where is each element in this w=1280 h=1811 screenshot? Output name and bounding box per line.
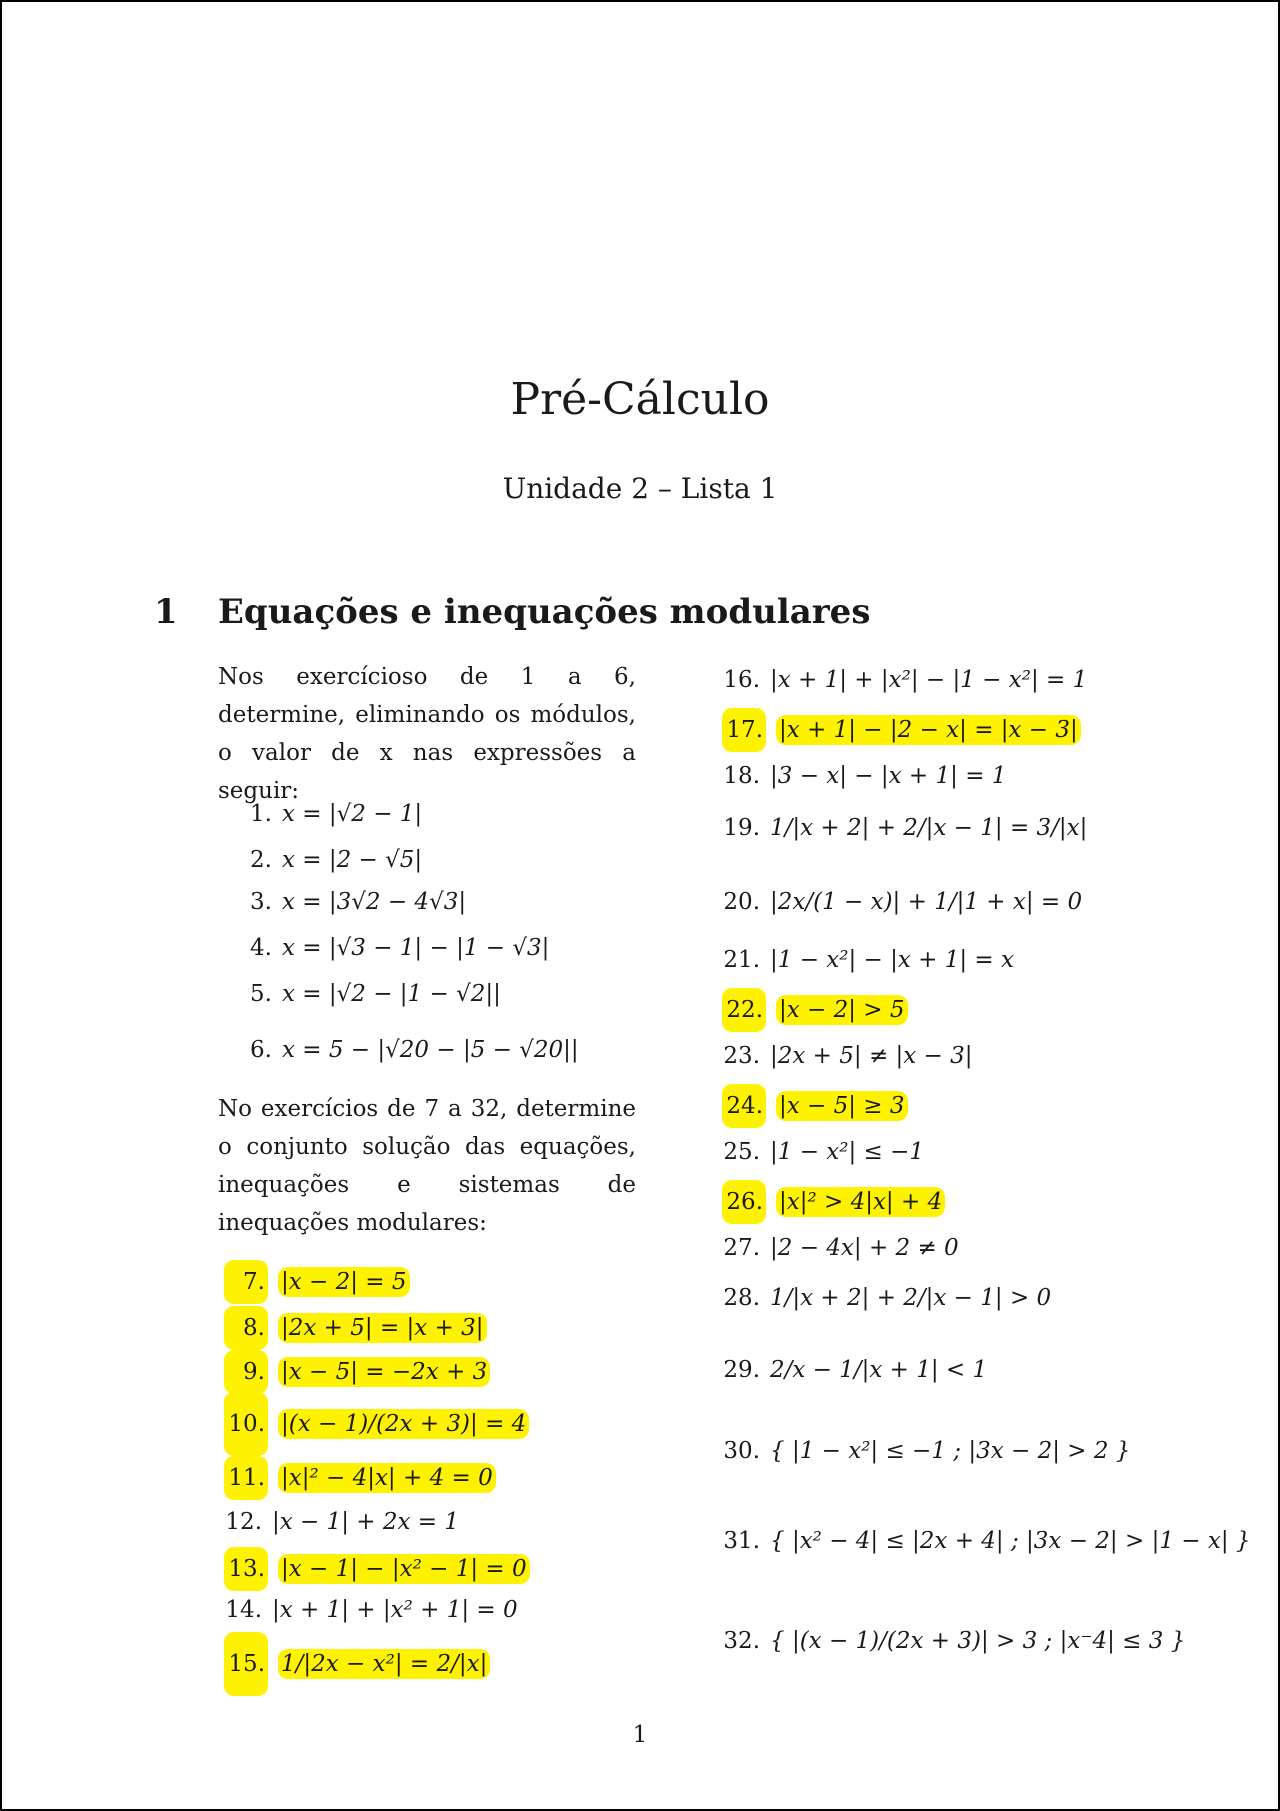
exercise-expression: |(x − 1)/(2x + 3)| = 4 xyxy=(278,1409,529,1439)
exercise-item xyxy=(722,1596,1185,1686)
exercise-number: 27. xyxy=(723,1235,760,1261)
exercise-expression: |x − 5| ≥ 3 xyxy=(776,1091,908,1121)
exercise-item xyxy=(224,1350,490,1390)
exercise-item xyxy=(722,1132,924,1172)
exercise-expression: |x − 2| = 5 xyxy=(278,1267,410,1297)
exercise-number: 9. xyxy=(224,1350,268,1394)
exercise-item xyxy=(224,1502,459,1542)
exercise-number: 3. xyxy=(250,889,272,915)
section-number: 1 xyxy=(154,592,178,632)
exercise-number: 11. xyxy=(224,1456,268,1500)
exercise-item xyxy=(722,1340,987,1400)
exercise-expression: 1/|2x − x²| = 2/|x| xyxy=(278,1649,490,1679)
exercise-expression: |2x + 5| = |x + 3| xyxy=(278,1313,487,1343)
exercise-item xyxy=(234,840,422,880)
exercise-number: 24. xyxy=(722,1084,766,1128)
exercise-expression: 1/|x + 2| + 2/|x − 1| > 0 xyxy=(770,1285,1052,1311)
exercise-expression: |x|² − 4|x| + 4 = 0 xyxy=(278,1463,496,1493)
exercise-number: 8. xyxy=(224,1306,268,1350)
exercise-number: 17. xyxy=(722,708,766,752)
exercise-number: 10. xyxy=(224,1392,268,1456)
page-number: 1 xyxy=(632,1722,648,1748)
exercise-item xyxy=(224,1590,518,1630)
exercise-number: 23. xyxy=(723,1043,760,1069)
exercise-item xyxy=(722,708,1081,748)
exercise-number: 16. xyxy=(723,667,760,693)
exercise-item xyxy=(722,1268,1051,1328)
exercise-expression: |x − 1| + 2x = 1 xyxy=(272,1509,460,1535)
exercise-number: 25. xyxy=(723,1139,760,1165)
exercise-item xyxy=(234,974,501,1014)
exercise-item xyxy=(234,928,549,968)
exercise-item xyxy=(224,1632,490,1692)
exercise-expression: x = |√2 − 1| xyxy=(282,801,423,827)
exercise-item xyxy=(722,798,1087,858)
page-subtitle: Unidade 2 – Lista 1 xyxy=(502,472,778,505)
exercise-number: 21. xyxy=(723,947,760,973)
exercise-number: 31. xyxy=(723,1528,760,1554)
exercise-expression: { |1 − x²| ≤ −1 ; |3x − 2| > 2 } xyxy=(770,1438,1131,1464)
exercise-number: 29. xyxy=(723,1357,760,1383)
exercise-item xyxy=(234,794,422,834)
exercise-number: 18. xyxy=(723,763,760,789)
exercise-item xyxy=(234,882,466,922)
exercise-expression: x = |√3 − 1| − |1 − √3| xyxy=(282,935,550,961)
exercise-item xyxy=(722,940,1014,980)
section-heading xyxy=(154,592,870,632)
exercise-item xyxy=(224,1306,487,1346)
exercise-expression: |x + 1| − |2 − x| = |x − 3| xyxy=(776,715,1081,745)
exercise-number: 19. xyxy=(723,815,760,841)
exercise-expression: |1 − x²| − |x + 1| = x xyxy=(770,947,1014,973)
exercise-expression: x = 5 − |√20 − |5 − √20|| xyxy=(282,1037,579,1063)
exercise-number: 14. xyxy=(225,1597,262,1623)
exercise-number: 4. xyxy=(250,935,272,961)
exercise-number: 7. xyxy=(224,1260,268,1304)
exercise-item xyxy=(722,756,1006,796)
exercise-item xyxy=(722,1496,1251,1586)
exercise-expression: |2x/(1 − x)| + 1/|1 + x| = 0 xyxy=(770,889,1083,915)
exercise-expression: x = |3√2 − 4√3| xyxy=(282,889,467,915)
exercise-expression: |x − 2| > 5 xyxy=(776,995,908,1025)
intro-paragraph-2: No exercícios de 7 a 32, determine o conjunto solução das equações, inequações e sistemas de inequações modulares: xyxy=(218,1096,636,1236)
exercise-item xyxy=(224,1392,529,1452)
exercise-number: 30. xyxy=(723,1438,760,1464)
exercise-expression: |x + 1| + |x²| − |1 − x²| = 1 xyxy=(770,667,1088,693)
exercise-number: 6. xyxy=(250,1037,272,1063)
exercise-expression: |x − 5| = −2x + 3 xyxy=(278,1357,490,1387)
exercise-number: 2. xyxy=(250,847,272,873)
exercise-item xyxy=(722,1180,945,1220)
exercise-expression: { |x² − 4| ≤ |2x + 4| ; |3x − 2| > |1 − x| } xyxy=(770,1528,1251,1554)
exercise-item xyxy=(234,1030,579,1070)
exercise-item xyxy=(722,1084,908,1124)
exercise-number: 28. xyxy=(723,1285,760,1311)
exercise-expression: |x + 1| + |x² + 1| = 0 xyxy=(272,1597,518,1623)
exercise-number: 32. xyxy=(723,1628,760,1654)
section-title: Equações e inequações modulares xyxy=(218,592,871,632)
exercise-item xyxy=(224,1260,410,1300)
exercise-number: 26. xyxy=(722,1180,766,1224)
exercise-item xyxy=(722,872,1082,932)
exercise-number: 5. xyxy=(250,981,272,1007)
exercise-expression: x = |√2 − |1 − √2|| xyxy=(282,981,501,1007)
exercise-expression: |1 − x²| ≤ −1 xyxy=(770,1139,925,1165)
exercise-item xyxy=(722,1228,959,1268)
exercise-item xyxy=(224,1456,496,1496)
exercise-expression: 2/x − 1/|x + 1| < 1 xyxy=(770,1357,988,1383)
exercise-expression: { |(x − 1)/(2x + 3)| > 3 ; |x⁻4| ≤ 3 } xyxy=(770,1628,1186,1654)
exercise-item xyxy=(722,988,908,1028)
exercise-number: 1. xyxy=(250,801,272,827)
exercise-item xyxy=(722,1406,1130,1496)
exercise-number: 12. xyxy=(225,1509,262,1535)
exercise-item xyxy=(224,1547,530,1587)
exercise-expression: x = |2 − √5| xyxy=(282,847,423,873)
exercise-expression: |x|² > 4|x| + 4 xyxy=(776,1187,945,1217)
exercise-expression: |2 − 4x| + 2 ≠ 0 xyxy=(770,1235,959,1261)
exercise-number: 20. xyxy=(723,889,760,915)
exercise-expression: |x − 1| − |x² − 1| = 0 xyxy=(278,1554,530,1584)
intro-paragraph-1: Nos exercícioso de 1 a 6, determine, eliminando os módulos, o valor de x nas expressões a seguir: xyxy=(218,664,636,804)
exercise-item xyxy=(722,1036,973,1076)
exercise-item xyxy=(722,660,1087,700)
exercise-number: 13. xyxy=(224,1547,268,1591)
exercise-expression: 1/|x + 2| + 2/|x − 1| = 3/|x| xyxy=(770,815,1088,841)
exercise-expression: |2x + 5| ≠ |x − 3| xyxy=(770,1043,973,1069)
exercise-expression: |3 − x| − |x + 1| = 1 xyxy=(770,763,1007,789)
page-title: Pré-Cálculo xyxy=(510,374,770,425)
exercise-number: 15. xyxy=(224,1632,268,1696)
exercise-number: 22. xyxy=(722,988,766,1032)
